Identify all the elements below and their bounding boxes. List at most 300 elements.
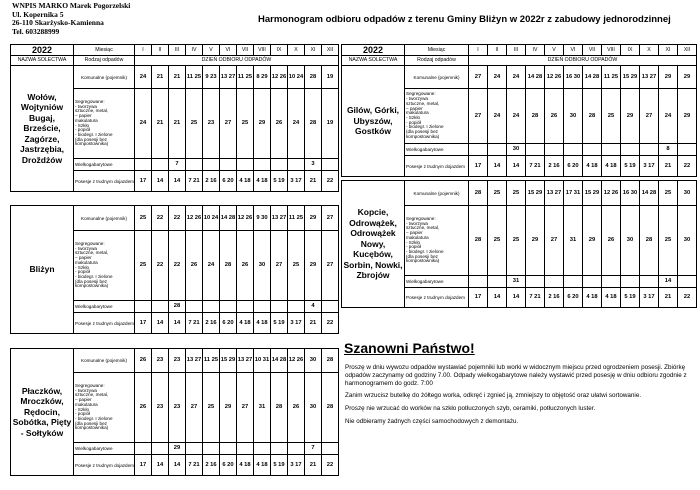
day-cell: 11 25: [237, 66, 254, 89]
day-cell: [152, 301, 169, 313]
day-cell: 28: [305, 89, 322, 159]
day-cell: 22: [678, 156, 697, 177]
day-cell: 22: [169, 206, 186, 231]
area-name-cell: Bliżyn: [11, 206, 74, 334]
waste-type-segregowane: [74, 373, 135, 443]
day-cell: 17: [135, 171, 152, 192]
day-cell: 24: [135, 89, 152, 159]
area-label-cell: NAZWA SOLECTWA: [11, 56, 74, 66]
waste-type-posesje: Posesje z trudnym dojazdem: [74, 171, 135, 192]
month-header-cell: IX: [621, 45, 640, 56]
day-cell: 7 21: [526, 288, 545, 308]
day-cell: 4 18: [583, 288, 602, 308]
notice-paragraph: Proszę w dniu wywozu odpadów wystawiać pojemniki lub worki w widocznym miejscu przed ogrodzeniem posesji. Zbiórkę odpadów zaczynamy od godziny 7.00. Odpady wielkogabarytowe należy wystawić przed posesję w dniu odbioru zgodnie z harmonogramem do godz. 7:00: [345, 364, 687, 387]
day-cell: 4 18: [254, 455, 271, 476]
day-cell: 27: [186, 373, 203, 443]
header-row: [342, 45, 697, 56]
day-cell: 28: [469, 181, 488, 206]
day-cell: 5 19: [621, 156, 640, 177]
day-cell: 28: [526, 89, 545, 144]
waste-type-komunalne: Komunalne (pojemnik): [405, 66, 469, 89]
segregowane-line: sztuczne, metal,: [406, 225, 440, 231]
segregowane-line: kompostownika): [406, 258, 440, 264]
day-cell: 12 26: [271, 66, 288, 89]
day-cell: 5 19: [621, 288, 640, 308]
subheader-row: [342, 56, 697, 66]
segregowane-line: kompostownika): [75, 425, 109, 431]
day-cell: 7: [305, 443, 322, 455]
day-cell: [186, 443, 203, 455]
day-cell: [526, 276, 545, 288]
month-header-cell: IV: [186, 45, 203, 56]
days-label-cell: DZIEŃ ODBIORU ODPADÓW: [469, 56, 697, 66]
segregowane-line: - tworzywa: [406, 96, 428, 102]
area-name-cell: Wołów, Wojtyniów Bugaj, Brzeście, Zagórze, Jastrzębia, Droždżów: [11, 66, 74, 192]
day-cell: [469, 144, 488, 156]
waste-type-posesje: Posesje z trudnym dojazdem: [74, 455, 135, 476]
day-cell: 29: [305, 231, 322, 301]
day-cell: 28: [469, 206, 488, 276]
day-cell: 5 19: [271, 455, 288, 476]
segregowane-line: Segregowane:: [406, 91, 436, 97]
waste-type-wielko: Wielkogabarytowe: [405, 276, 469, 288]
day-cell: [640, 276, 659, 288]
day-cell: 29: [659, 66, 678, 89]
day-cell: 27: [545, 206, 564, 276]
day-cell: 2 16: [545, 288, 564, 308]
day-cell: 29: [678, 89, 697, 144]
group-gap-row: [11, 334, 339, 349]
month-header-cell: IX: [271, 45, 288, 56]
day-cell: 23: [152, 373, 169, 443]
day-cell: [322, 443, 339, 455]
day-cell: 4 18: [237, 455, 254, 476]
day-cell: 24: [507, 89, 526, 144]
month-header-cell: I: [135, 45, 152, 56]
day-cell: [203, 159, 220, 171]
segregowane-line: kompostownika): [75, 283, 109, 289]
segregowane-line: - tworzywa: [75, 387, 97, 393]
day-cell: 5 19: [271, 313, 288, 334]
waste-type-posesje: Posesje z trudnym dojazdem: [405, 156, 469, 177]
month-header-cell: VIII: [254, 45, 271, 56]
month-header-cell: III: [507, 45, 526, 56]
day-cell: [186, 159, 203, 171]
day-cell: [254, 159, 271, 171]
type-label-cell: Rodzaj odpadów: [405, 56, 469, 66]
day-cell: 30: [621, 206, 640, 276]
day-cell: 14: [169, 455, 186, 476]
day-cell: 14: [488, 288, 507, 308]
segregowane-line: makulatura: [406, 234, 429, 240]
waste-type-wielko: Wielkogabarytowe: [74, 443, 135, 455]
month-header-cell: XII: [322, 45, 339, 56]
day-cell: 12 26: [186, 206, 203, 231]
day-cell: 24: [659, 89, 678, 144]
day-cell: 28: [220, 231, 237, 301]
day-cell: 29: [678, 66, 697, 89]
month-header-cell: XI: [305, 45, 322, 56]
day-cell: 23: [203, 89, 220, 159]
segregowane-line: sztuczne, metal,: [75, 250, 109, 256]
month-header-cell: V: [203, 45, 220, 56]
day-cell: 6 20: [564, 288, 583, 308]
segregowane-line: (dla posesji bez: [406, 253, 438, 259]
day-cell: [152, 443, 169, 455]
day-cell: 10 24: [203, 206, 220, 231]
segregowane-line: - biodegr. I zielone: [406, 124, 444, 130]
area-name-cell: Kopcie, Odrowążek, Odrowążek Nowy, Kucębów, Sorbin, Nowki, Zbrojów: [342, 181, 405, 308]
segregowane-line: sztuczne, metal,: [75, 392, 109, 398]
day-cell: [288, 301, 305, 313]
year-cell: 2022: [342, 45, 405, 56]
day-cell: [271, 159, 288, 171]
area-label-cell: NAZWA SOLECTWA: [342, 56, 405, 66]
month-label-cell: Miesiąc: [405, 45, 469, 56]
waste-type-komunalne: Komunalne (pojemnik): [74, 206, 135, 231]
segregowane-line: - popiół: [75, 127, 91, 133]
day-cell: 21: [152, 66, 169, 89]
segregowane-line: Segregowane:: [75, 382, 105, 388]
day-cell: 26: [186, 231, 203, 301]
notice-heading: Szanowni Państwo!: [344, 340, 475, 356]
day-cell: 13 27: [271, 206, 288, 231]
day-cell: [621, 276, 640, 288]
day-cell: 28: [322, 349, 339, 373]
company-city: 26-110 Skarżysko-Kamienna: [12, 18, 104, 28]
day-cell: 24: [135, 66, 152, 89]
day-cell: 30: [564, 89, 583, 144]
segregowane-line: (dla posesji bez: [75, 278, 107, 284]
day-cell: 14 28: [583, 66, 602, 89]
segregowane-line: kompostownika): [406, 133, 440, 139]
day-cell: 4 18: [254, 313, 271, 334]
day-cell: 11 25: [288, 206, 305, 231]
day-cell: 15 29: [621, 66, 640, 89]
segregowane-line: makulatura: [75, 117, 98, 123]
day-cell: 22: [322, 313, 339, 334]
day-cell: 6 20: [564, 156, 583, 177]
day-cell: [271, 443, 288, 455]
day-cell: 29: [526, 206, 545, 276]
day-cell: 21: [305, 171, 322, 192]
day-cell: [602, 276, 621, 288]
day-cell: 25: [659, 206, 678, 276]
segregowane-line: (dla posesji bez: [75, 136, 107, 142]
day-cell: 17 31: [564, 181, 583, 206]
day-cell: [237, 301, 254, 313]
segregowane-line: - popiół: [75, 411, 91, 417]
segregowane-line: - popiół: [406, 119, 422, 125]
day-cell: 5 19: [271, 171, 288, 192]
day-cell: 24: [488, 89, 507, 144]
day-cell: 23: [169, 349, 186, 373]
schedule-row-komunalne: [11, 206, 339, 231]
day-cell: 27: [271, 231, 288, 301]
day-cell: [271, 301, 288, 313]
day-cell: 7 21: [526, 156, 545, 177]
day-cell: 26: [288, 373, 305, 443]
company-street: Ul. Kopernika 5: [12, 9, 64, 19]
day-cell: 21: [659, 156, 678, 177]
day-cell: [203, 443, 220, 455]
day-cell: [135, 443, 152, 455]
day-cell: 28: [640, 206, 659, 276]
day-cell: 26: [135, 349, 152, 373]
day-cell: 22: [322, 455, 339, 476]
day-cell: 30: [254, 231, 271, 301]
schedule-table-right: [341, 44, 697, 308]
day-cell: 26: [602, 206, 621, 276]
day-cell: 23: [169, 373, 186, 443]
day-cell: 24: [288, 89, 305, 159]
day-cell: 14 28: [640, 181, 659, 206]
day-cell: 11 25: [186, 66, 203, 89]
waste-type-posesje: Posesje z trudnym dojazdem: [405, 288, 469, 308]
day-cell: 11 25: [602, 66, 621, 89]
group-gap-row: [11, 192, 339, 206]
schedule-row-komunalne: [11, 349, 339, 373]
waste-type-wielko: Wielkogabarytowe: [405, 144, 469, 156]
day-cell: 28: [322, 373, 339, 443]
notice-paragraph: Proszę nie wrzucać do worków na szkło potłuczonych szyb, ceramiki, potłuczonych luster.: [345, 405, 596, 413]
day-cell: 4 18: [602, 288, 621, 308]
month-header-cell: I: [469, 45, 488, 56]
day-cell: 29: [254, 89, 271, 159]
day-cell: 31: [507, 276, 526, 288]
waste-type-posesje: Posesje z trudnym dojazdem: [74, 313, 135, 334]
day-cell: 16 30: [564, 66, 583, 89]
day-cell: 21: [169, 89, 186, 159]
day-cell: 2 16: [203, 171, 220, 192]
day-cell: 29: [220, 373, 237, 443]
day-cell: 27: [322, 206, 339, 231]
day-cell: [488, 276, 507, 288]
day-cell: 21: [659, 288, 678, 308]
segregowane-line: - Szkło: [406, 115, 421, 120]
day-cell: 21: [169, 66, 186, 89]
day-cell: 21: [305, 313, 322, 334]
month-header-cell: VIII: [602, 45, 621, 56]
day-cell: [583, 276, 602, 288]
segregowane-line: - biodegr. I zielone: [406, 248, 444, 254]
segregowane-line: Segregowane:: [406, 215, 436, 221]
day-cell: 25: [659, 181, 678, 206]
day-cell: 9 30: [254, 206, 271, 231]
segregowane-line: makulatura: [75, 259, 98, 265]
month-header-cell: II: [152, 45, 169, 56]
day-cell: [545, 144, 564, 156]
day-cell: 16 30: [621, 181, 640, 206]
day-cell: [526, 144, 545, 156]
month-header-cell: IV: [526, 45, 545, 56]
day-cell: [545, 276, 564, 288]
day-cell: 25: [288, 231, 305, 301]
day-cell: [237, 443, 254, 455]
day-cell: 30: [678, 181, 697, 206]
day-cell: 22: [322, 171, 339, 192]
segregowane-line: - biodegr. I zielone: [75, 415, 113, 421]
schedule-row-komunalne: [342, 181, 697, 206]
day-cell: 14: [659, 276, 678, 288]
segregowane-line: - Szkło: [406, 239, 421, 245]
day-cell: [152, 159, 169, 171]
day-cell: 25: [135, 206, 152, 231]
day-cell: 14: [488, 156, 507, 177]
segregowane-line: sztuczne, metal,: [75, 108, 109, 114]
day-cell: [203, 301, 220, 313]
segregowane-line: makulatura: [75, 401, 98, 407]
day-cell: 14 28: [526, 66, 545, 89]
day-cell: 21: [305, 455, 322, 476]
day-cell: 27: [322, 231, 339, 301]
day-cell: 27: [220, 89, 237, 159]
day-cell: 6 20: [220, 455, 237, 476]
waste-type-komunalne: Komunalne (pojemnik): [74, 66, 135, 89]
day-cell: 23: [152, 349, 169, 373]
area-name-cell: Płaczków, Mroczków, Rędocin, Sobótka, Pięty - Sołtyków: [11, 349, 74, 476]
day-cell: 14: [507, 288, 526, 308]
day-cell: 11 25: [203, 349, 220, 373]
notice-box: [345, 340, 695, 431]
day-cell: [220, 301, 237, 313]
area-name-cell: Gilów, Górki, Ubyszów, Gostków: [342, 66, 405, 177]
day-cell: 4 18: [602, 156, 621, 177]
segregowane-line: - Szkło: [75, 406, 90, 412]
day-cell: 13 27: [545, 181, 564, 206]
day-cell: 28: [305, 66, 322, 89]
day-cell: 3: [305, 159, 322, 171]
day-cell: [564, 144, 583, 156]
day-cell: 25: [186, 89, 203, 159]
day-cell: 6 20: [220, 313, 237, 334]
day-cell: [583, 144, 602, 156]
day-cell: 3 17: [288, 313, 305, 334]
day-cell: 19: [322, 66, 339, 89]
day-cell: 30: [305, 373, 322, 443]
day-cell: [678, 276, 697, 288]
segregowane-line: kompostownika): [75, 141, 109, 147]
day-cell: 3 17: [640, 288, 659, 308]
day-cell: 15 29: [583, 181, 602, 206]
day-cell: 6 20: [220, 171, 237, 192]
notice-paragraph: Nie odbieramy żadnych części samochodowych z demontażu.: [345, 417, 519, 425]
day-cell: 25: [488, 181, 507, 206]
segregowane-line: - popiół: [75, 269, 91, 275]
day-cell: 7 21: [186, 313, 203, 334]
day-cell: 17: [135, 455, 152, 476]
company-name: WNPIS MARKO Marek Pogorzelski: [12, 1, 131, 10]
day-cell: 19: [322, 89, 339, 159]
day-cell: 31: [254, 373, 271, 443]
day-cell: 27: [237, 373, 254, 443]
day-cell: [640, 144, 659, 156]
segregowane-line: - biodegr. I zielone: [75, 273, 113, 279]
segregowane-line: – papier: [75, 397, 92, 403]
day-cell: 4 18: [237, 171, 254, 192]
segregowane-line: - tworzywa: [75, 103, 97, 109]
day-cell: 4 18: [254, 171, 271, 192]
day-cell: 10 24: [288, 66, 305, 89]
year-cell: 2022: [11, 45, 74, 56]
waste-type-segregowane: [74, 231, 135, 301]
schedule-row-komunalne: [342, 66, 697, 89]
day-cell: 25: [135, 231, 152, 301]
day-cell: 14: [152, 313, 169, 334]
day-cell: [322, 159, 339, 171]
spacer: [11, 192, 339, 206]
day-cell: 28: [583, 89, 602, 144]
month-header-cell: VII: [237, 45, 254, 56]
segregowane-line: – papier: [406, 105, 423, 111]
segregowane-line: - biodegr. I zielone: [75, 131, 113, 137]
day-cell: 14: [152, 171, 169, 192]
day-cell: 24: [507, 66, 526, 89]
day-cell: 13 27: [186, 349, 203, 373]
day-cell: 14: [169, 313, 186, 334]
day-cell: [322, 301, 339, 313]
day-cell: 14: [507, 156, 526, 177]
day-cell: [469, 276, 488, 288]
day-cell: [186, 301, 203, 313]
day-cell: 9 23: [203, 66, 220, 89]
day-cell: 22: [678, 288, 697, 308]
day-cell: 27: [469, 89, 488, 144]
day-cell: 30: [678, 206, 697, 276]
subheader-row: [11, 56, 339, 66]
day-cell: [135, 301, 152, 313]
segregowane-line: Segregowane:: [75, 98, 105, 104]
segregowane-line: - Szkło: [75, 264, 90, 270]
day-cell: 26: [271, 89, 288, 159]
day-cell: 10 31: [254, 349, 271, 373]
day-cell: [288, 159, 305, 171]
day-cell: 3 17: [640, 156, 659, 177]
day-cell: 24: [488, 66, 507, 89]
day-cell: [621, 144, 640, 156]
day-cell: 4: [305, 301, 322, 313]
segregowane-line: - tworzywa: [406, 220, 428, 226]
day-cell: 24: [203, 231, 220, 301]
day-cell: 7 21: [186, 171, 203, 192]
day-cell: 22: [152, 231, 169, 301]
days-label-cell: DZIEŃ ODBIORU ODPADÓW: [135, 56, 339, 66]
day-cell: 14: [152, 455, 169, 476]
day-cell: 13 27: [237, 349, 254, 373]
day-cell: 14 28: [271, 349, 288, 373]
company-info: [12, 2, 162, 36]
notice-paragraph: Zanim wrzucisz butelkę do żółtego worka, odkręć i zgnieć ją, zmniejszy to objętość oraz ułatwi sortowanie.: [345, 392, 642, 400]
day-cell: 12 26: [602, 181, 621, 206]
day-cell: 8 29: [254, 66, 271, 89]
day-cell: 2 16: [203, 313, 220, 334]
day-cell: 31: [564, 206, 583, 276]
day-cell: 22: [169, 231, 186, 301]
day-cell: 12 26: [237, 206, 254, 231]
segregowane-line: - Szkło: [75, 122, 90, 128]
waste-type-segregowane: [74, 89, 135, 159]
day-cell: [254, 301, 271, 313]
day-cell: [564, 276, 583, 288]
day-cell: [135, 159, 152, 171]
day-cell: 25: [602, 89, 621, 144]
day-cell: [288, 443, 305, 455]
schedule-row-komunalne: [11, 66, 339, 89]
day-cell: 27: [640, 89, 659, 144]
segregowane-line: – papier: [75, 113, 92, 119]
day-cell: 25: [507, 181, 526, 206]
segregowane-line: (dla posesji bez: [75, 420, 107, 426]
